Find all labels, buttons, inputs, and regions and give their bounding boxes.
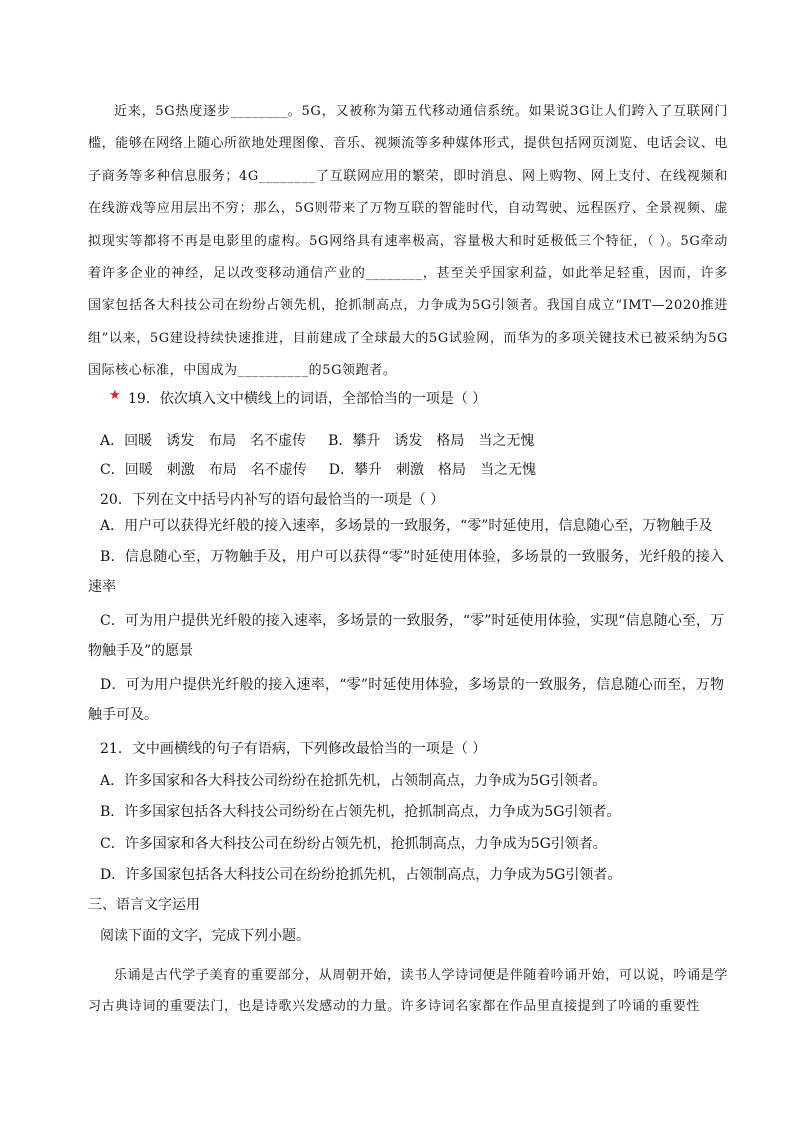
q19-option-d-word: 刺激: [395, 462, 424, 478]
q19-option-c-label: C．: [100, 462, 125, 478]
q19-option-b-word: 攀升: [352, 433, 381, 449]
q19-option-b-word: 当之无愧: [478, 433, 535, 449]
q19-option-a-word: 布局: [208, 433, 237, 449]
q19-option-a-word: 回暖: [124, 433, 153, 449]
q19-option-b-word: 格局: [436, 433, 465, 449]
q19-options-row-1: [100, 430, 534, 450]
q19-options-row-2: [100, 459, 536, 479]
q19-option-a-label: A．: [100, 433, 125, 449]
q19-option-a-word: 诱发: [166, 433, 195, 449]
q20-option-c: C．可为用户提供光纤般的接入速率，多场景的一致服务，“零”时延使用体验，实现“信息随心至，万物触手及”的愿景: [88, 613, 724, 659]
q20-option-d: D．可为用户提供光纤般的接入速率，“零”时延使用体验，多场景的一致服务，信息随心而至，万物触手可及。: [88, 677, 724, 723]
q19-option-c-word: 布局: [208, 462, 237, 478]
q19-option-b-label: B．: [328, 433, 353, 449]
q21-option-c: C．许多国家和各大科技公司在纷纷占领先机，抢抓制高点，力争成为5G引领者。: [100, 836, 607, 852]
q19-option-d-word: 当之无愧: [479, 462, 536, 478]
q19-option-a-word: 名不虚传: [250, 433, 307, 449]
q20-stem: 20．下列在文中括号内补写的语句最恰当的一项是（ ）: [100, 492, 445, 508]
section-heading: 三、语言文字运用: [88, 897, 200, 913]
star-icon: ★: [109, 388, 121, 403]
q21-stem: 21．文中画横线的句子有语病，下列修改最恰当的一项是（ ）: [100, 741, 487, 757]
q21-option-d: D．许多国家包括各大科技公司在纷纷抢抓先机，占领制高点，力争成为5G引领者。: [100, 867, 622, 883]
q19-option-c-word: 回暖: [124, 462, 153, 478]
q19-option-c-word: 名不虚传: [250, 462, 307, 478]
q20-option-a: A．用户可以获得光纤般的接入速率，多场景的一致服务，“零”时延使用，信息随心至，万物触手及: [100, 518, 713, 534]
section-instruction: 阅读下面的文字，完成下列小题。: [100, 928, 310, 944]
section-passage: 乐诵是古代学子美育的重要部分，从周朝开始，读书人学诗词便是伴随着吟诵开始，可以说，吟诵是学习古典诗词的重要法门，也是诗歌兴发感动的力量。许多诗词名家都在作品里直接提到了吟诵的重要性: [88, 968, 728, 1014]
q19-option-d-word: 攀升: [353, 462, 382, 478]
q20-option-b: B．信息随心至，万物触手及，用户可以获得“零”时延使用体验，多场景的一致服务，光纤般的接入速率: [88, 549, 724, 595]
reading-passage: 近来，5G热度逐步________。5G，又被称为第五代移动通信系统。如果说3G让人们跨入了互联网门槛，能够在网络上随心所欲地处理图像、音乐、视频流等多种媒体形式，提供包括网页浏览、电话会议、电子商务等多种信息服务；4G________了互联网应用的繁荣，即时消息、网上购物、网上支付、在线视频和在线游戏等应用层出不穷；那么，5G则带来了万物互联的智能时代，自动驾驶、远程医疗、全景视频、虚拟现实等都将不再是电影里的虚构。5G网络具有速率极高，容量极大和时延极低三个特征，（ ）。5G牵动着许多企业的神经，足以改变移动通信产业的________，甚至关乎国家利益，如此举足轻重，因而，许多国家包括各大科技公司在纷纷占领先机，抢抓制高点，力争成为5G引领者。我国自成立“IMT—2020推进组”以来，5G建设持续快速推进，目前建成了全球最大的5G试验网，而华为的多项关键技术已被采纳为5G国际核心标准，中国成为__________的5G领跑者。: [88, 104, 728, 379]
q19-option-c-word: 刺激: [166, 462, 195, 478]
q19-option-b-word: 诱发: [394, 433, 423, 449]
q21-option-a: A．许多国家和各大科技公司纷纷在抢抓先机，占领制高点，力争成为5G引领者。: [100, 773, 607, 789]
q19-option-d-label: D．: [328, 462, 354, 478]
q19-option-d-word: 格局: [437, 462, 466, 478]
q19-stem: 19．依次填入文中横线上的词语，全部恰当的一项是（ ）: [128, 391, 487, 407]
q21-option-b: B．许多国家包括各大科技公司纷纷在占领先机，抢抓制高点，力争成为5G引领者。: [100, 804, 621, 820]
